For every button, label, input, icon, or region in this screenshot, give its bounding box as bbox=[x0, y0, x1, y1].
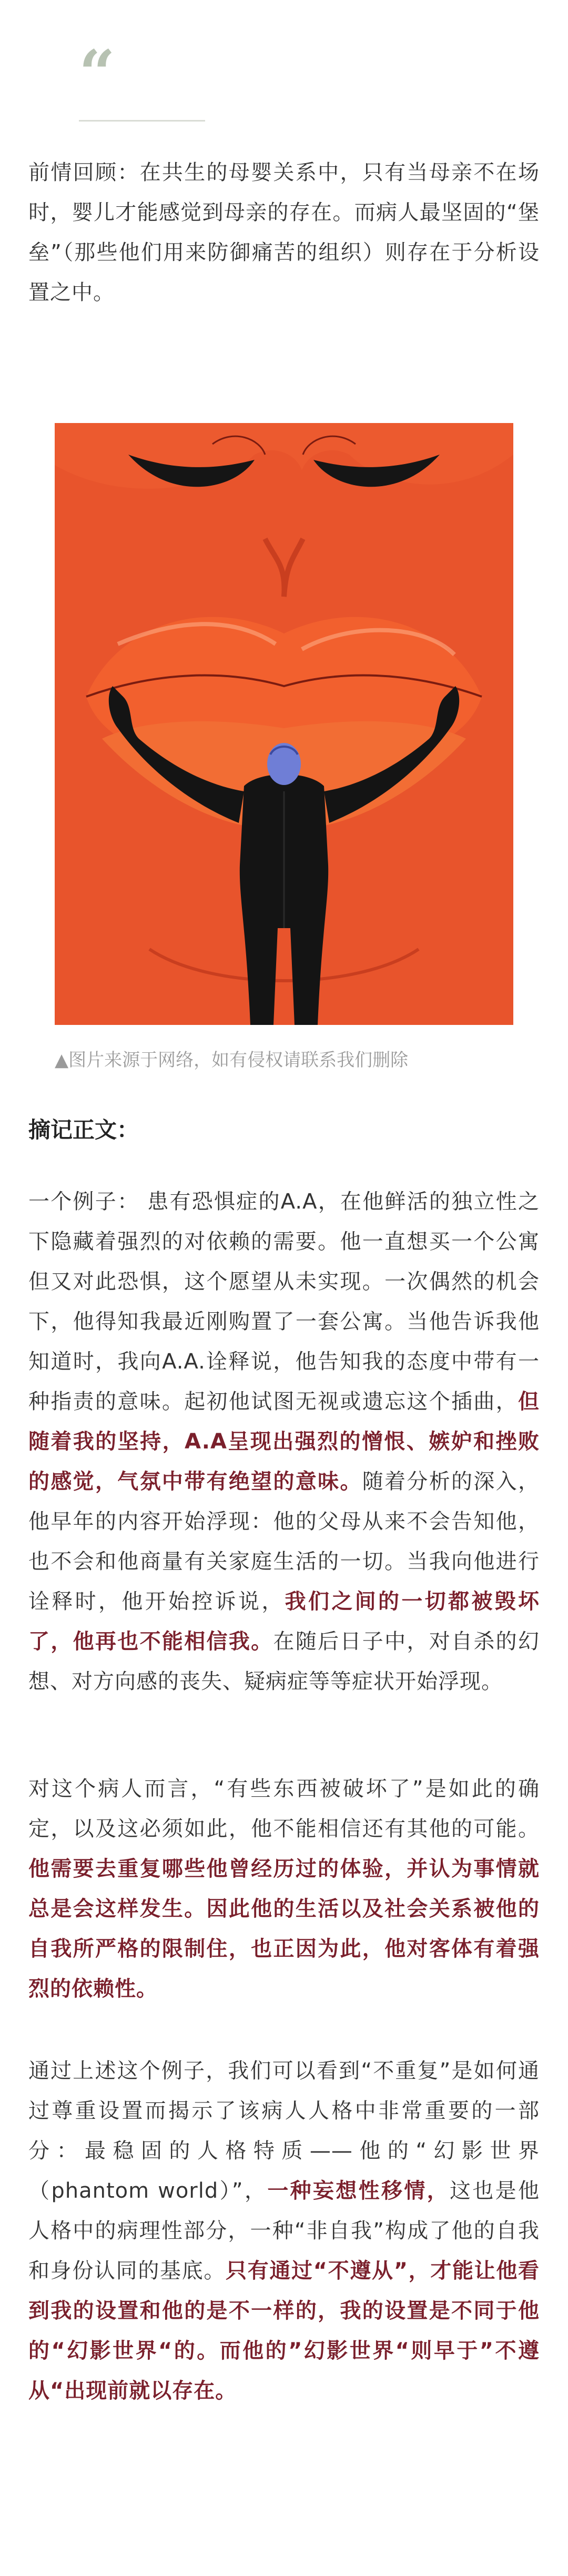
highlighted-text: 我们之间的一切都被毁坏了，他再也不能相信我。 bbox=[28, 1589, 540, 1654]
body-text: 这也是他人格中的病理性部分，一种“非自我”构成了他的自我和身份认同的基底。 bbox=[28, 2179, 540, 2283]
body-text: 对这个病人而言，“有些东西被破坏了”是如此的确定，以及这必须如此，他不能相信还有其他的可能。 bbox=[28, 1777, 540, 1841]
article-illustration bbox=[55, 423, 513, 1025]
body-paragraph-1 bbox=[28, 1182, 540, 1702]
intro-paragraph: 前情回顾：在共生的母婴关系中，只有当母亲不在场时，婴儿才能感觉到母亲的存在。而病人最坚固的“堡垒”（那些他们用来防御痛苦的组织）则存在于分析设置之中。 bbox=[28, 160, 540, 305]
highlighted-text: 他需要去重复哪些他曾经历过的体验，并认为事情就总是会这样发生。因此他的生活以及社会关系被他的自我所严格的限制住，也正因为此，他对客体有着强烈的依赖性。 bbox=[28, 1857, 540, 2001]
body-text: 一个例子： 患有恐惧症的A.A，在他鲜活的独立性之下隐藏着强烈的对依赖的需要。他一直想买一个公寓但又对此恐惧，这个愿望从未实现。一次偶然的机会下，他得知我最近刚购置了一套公寓。当他告诉我他知道时，我向A.A.诠释说，他告知我的态度中带有一种指责的意味。起初他试图无视或遗忘这个插曲， bbox=[28, 1190, 540, 1414]
highlighted-text: 但随着我的坚持，A.A呈现出强烈的憎恨、嫉妒和挫败的感觉，气氛中带有绝望的意味。 bbox=[28, 1390, 540, 1494]
quote-divider bbox=[79, 120, 205, 122]
body-text: 随着分析的深入，他早年的内容开始浮现：他的父母从来不会告知他，也不会和他商量有关家庭生活的一切。当我向他进行诠释时，他开始控诉说， bbox=[28, 1470, 540, 1614]
image-caption: ▲图片来源于网络，如有侵权请联系我们删除 bbox=[55, 1050, 409, 1071]
highlighted-text: 只有通过“不遵从”，才能让他看到我的设置和他的是不一样的，我的设置是不同于他的“幻影世界“的。而他的”幻影世界“则早于”不遵从“出现前就以存在。 bbox=[28, 2259, 540, 2403]
body-paragraph-2 bbox=[28, 1769, 540, 2009]
body-text: 通过上述这个例子，我们可以看到“不重复”是如何通过尊重设置而揭示了该病人人格中非常重要的一部分：最稳固的人格特质——他的“幻影世界（phantom world）”， bbox=[28, 2059, 540, 2203]
quote-mark: “ bbox=[79, 36, 116, 110]
highlighted-text: 一种妄想性移情， bbox=[267, 2179, 450, 2203]
section-heading: 摘记正文： bbox=[28, 1117, 139, 1143]
body-paragraph-3 bbox=[28, 2051, 540, 2411]
body-text: 在随后日子中，对自杀的幻想、对方向感的丧失、疑病症等等症状开始浮现。 bbox=[28, 1629, 540, 1694]
